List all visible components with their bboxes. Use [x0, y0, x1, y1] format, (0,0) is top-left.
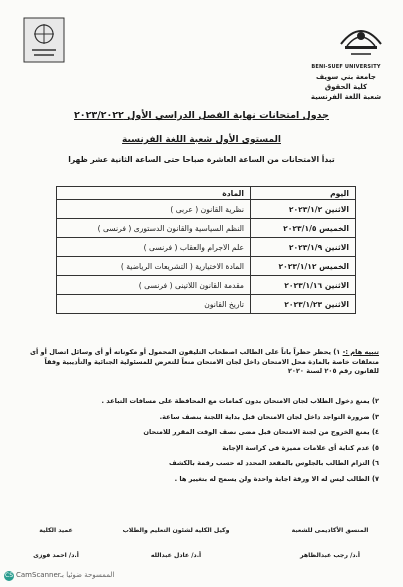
exam-subject: المادة الاختيارية ( التشريعات الرياضية ) [57, 257, 251, 276]
table-header-row [57, 187, 356, 200]
university-name: جامعة بني سويف [316, 73, 376, 81]
list-item: ٦) التزام الطالب بالجلوس بالمقعد المحدد له حسب رقمة بالكشف [168, 459, 379, 467]
exam-day: الاثنين ٢٠٢٣/١/٢٣ [251, 295, 356, 314]
main-title: جدول امتحانات نهاية الفصل الدراسي الأول ٢٠٢٣/٢٠٢٢ [74, 110, 329, 121]
time-note: تبدأ الامتحانات من الساعة العاشرة صباحا حتى الساعة الثانية عشر ظهرا [68, 155, 335, 164]
notice-label: تنبيه هام :- [342, 348, 379, 356]
signature-vice-dean [111, 527, 241, 559]
camscanner-logo-icon: CS [5, 572, 13, 579]
exam-schedule-table [56, 186, 356, 314]
signature-name: أ.د/ احمد فوزى [33, 552, 79, 559]
rules-list [28, 396, 379, 489]
day-column-header: اليوم [251, 187, 356, 200]
signature-coordinator [275, 527, 385, 559]
list-item: ٢) يمنع دخول الطلاب لجان الامتحان بدون كمامات مع المحافظة على مسافات التباعد . [101, 397, 379, 405]
faculty-name: كلية الحقوق [324, 83, 368, 91]
table-row [57, 257, 356, 276]
university-header [301, 62, 391, 102]
notice-text: ١) يحظر حظراً باتاً على الطالب اصطحاب التليفون المحمول أو مكوناته أو أى وسائل اتصال أو أى متعلقات خاصة بالمادة محل الامتحان داخل لجان الامتحان منعاً للتعرض للمسئولية الجنائية والتأديبية وفقاً للقانون رقم ٢٠٥ لسنة ٢٠٢٠ [29, 348, 379, 375]
table-row [57, 238, 356, 257]
subject-column-header: المادة [57, 187, 251, 200]
exam-day: الاثنين ٢٠٢٣/١/٩ [251, 238, 356, 257]
list-item: ٧) الطالب ليس له الا ورقة اجابة واحدة ولن يسمح له بتغيير ها . [174, 474, 379, 483]
exam-subject: علم الاجرام والعقاب ( فرنسى ) [57, 238, 251, 257]
exam-day: الخميس ٢٠٢٣/١/١٢ [251, 257, 356, 276]
exam-day: الخميس ٢٠٢٣/١/٥ [251, 219, 356, 238]
faculty-logo-icon [22, 16, 66, 64]
list-item: ٣) ضرورة التواجد داخل لجان الامتحان قبل بداية اللجنة بنصف ساعة. [159, 412, 379, 421]
exam-subject: تاريخ القانون [57, 295, 251, 314]
level-title: المستوى الأول شعبة اللغة الفرنسية [122, 135, 281, 145]
list-item: ٤) يمنع الخروج من لجنة الامتحان قبل مضى نصف الوقت المقرر للامتحان [143, 428, 379, 436]
exam-subject: مقدمة القانون اللاتينى ( فرنسى ) [57, 276, 251, 295]
scanner-footer [0, 569, 403, 583]
signature-title: المنسق الأكاديمى للشعبة [291, 527, 369, 534]
signature-name: أ.د/ عادل عبدالله [150, 552, 202, 559]
scanner-name: CamScanner [16, 571, 61, 579]
exam-day: الاثنين ٢٠٢٣/١/١٦ [251, 276, 356, 295]
university-logo-icon [337, 14, 385, 62]
signature-name: أ.د/ رجب عبدالظاهر [299, 552, 361, 559]
signature-title: عميد الكلية [39, 527, 73, 534]
table-row [57, 219, 356, 238]
exam-day: الاثنين ٢٠٢٣/١/٢ [251, 200, 356, 219]
table-row [57, 200, 356, 219]
signature-title: وكيل الكلية لشئون التعليم والطلاب [122, 527, 230, 534]
important-notice [22, 348, 379, 377]
title-block [20, 110, 383, 164]
exam-subject: نظرية القانون ( عربى ) [57, 200, 251, 219]
exam-subject: النظم السياسية والقانون الدستورى ( فرنسى ) [57, 219, 251, 238]
signature-dean [16, 527, 96, 559]
table-row [57, 276, 356, 295]
scanner-caption: الممسوحة ضوئيا بـ [60, 571, 115, 579]
notice-item-1 [22, 348, 379, 377]
table-row [57, 295, 356, 314]
list-item: ٥) عدم كتابة أى علامات مميزة فى كراسة الإجابة [222, 443, 379, 452]
university-name-en: BENI-SUEF UNIVERSITY [311, 64, 381, 70]
department-name: شعبة اللغة الفرنسية [310, 93, 382, 101]
